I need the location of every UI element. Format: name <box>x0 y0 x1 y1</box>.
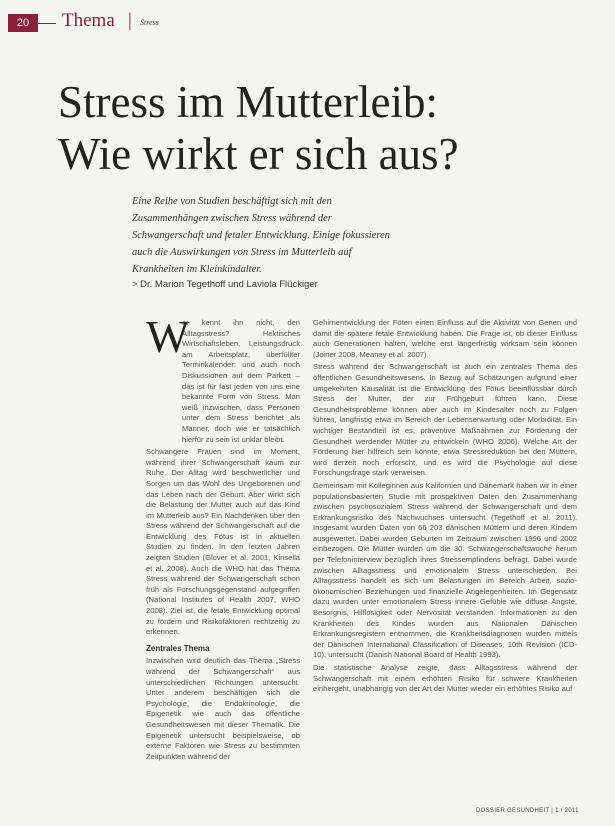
text-column-left <box>146 311 300 812</box>
text-column-right <box>313 318 577 812</box>
subheading: Zentrales Thema <box>146 643 210 653</box>
page-footer: DOSSIER GESUNDHEIT | 1 / 2011 <box>476 808 579 814</box>
page-number: 20 <box>8 14 38 32</box>
article-title <box>58 76 598 180</box>
article-title-line1: Stress im Mutterleib: <box>58 77 438 127</box>
article-title-line2: Wie wirkt er sich aus? <box>58 129 459 179</box>
drop-cap: W <box>146 311 190 362</box>
page-header <box>0 12 615 36</box>
paragraph: Gemeinsam mit Kolleginnen aus Kalifornien und Dänemark haben wir in einer populationsbasierten Studie mit prospektiven Daten den Zusammenhang zwischen psychosozialem Stress während der Schwangerschaft und dem Erkrankungsrisiko des Nachwuchses untersucht (Tegethoff et al. 2011). Insgesamt wurden Daten von 66 203 dänischen Müttern und deren Kindern ausgewertet. Dabei wurden Geburten im Zeitraum zwischen 1996 und 2002 einbezogen. Die Mütter wurden um die 30. Schwangerschaftswoche herum per Telefoninterview bezüglich ihres Stressempfindens befragt. Dabei wurde zwischen Alltagsstress und emotionalem Stress unterschieden. Bei Alltagsstress handelt es sich um Belastungen im Bereich Arbeit, sozio-ökonomischen Beziehungen und finanzielle Angelegenheiten. Im Gegensatz dazu wurden unter emotionalem Stress innere Gefühle wie diffuse Ängste, Besorgnis, Hilflosigkeit oder Nervosität verstanden. Informationen zu den Krankheiten des Kindes wurden aus Nationalen Dänischen Erkrankungsregistern entnommen, die Krankheitsdiagnosen wurden mittels der Dänischen International Classification of Diseases, 10th Revision (ICD-10), untersucht (Danish National Board of Health 1993). <box>313 480 577 660</box>
paragraph: er kennt ihn nicht, den Alltagsstress? Hektisches Wirtschaftsleben, Leistungsdruck am Arbeitsplatz, überfüllter Terminkalender: und auch noch Diskussionen auf dem Parkett – das ist für fast jeden von uns eine bekannte Form von Stress. Man weiß inzwischen, dass Personen unter dem Stress berichtet als Männer, doch wie er tatsächlich hierfür zu sein ist unklar bleibt. <box>182 318 300 444</box>
article-authors: > Dr. Marion Tegethoff und Laviola Flückiger <box>132 279 318 290</box>
header-rule <box>38 23 56 24</box>
subsection-label: Stress <box>140 18 159 27</box>
article-lead: Eine Reihe von Studien beschäftigt sich mit den Zusammenhängen zwischen Stress während der Schwangerschaft und fetaler Entwicklung. Einige fokussieren auch die Auswirkungen von Stress im Mutterleib auf Krankheiten im Kleinkindalter. <box>132 196 390 275</box>
paragraph: Stress während der Schwangerschaft ist auch ein zentrales Thema des öffentlichen Gesundheitswesens. In Bezug auf Schätzungen aufgrund einer umgekehrten Kausalität ist die Entwicklung des Fötus beeinflussbar durch Stress der Mutter, der zur Frühgeburt führen kann. Diese Gesundheitsprobleme können aber auch im Kindesalter noch zu Folgen führen, langfristig etwa im Bereich der Lebenserwartung oder Morbidität. Ein wichtiger Bestandteil ist es, präventive Maßnahmen zur Förderung der Gesundheit werdender Mütter zu entwickeln (WHO 2006). Welche Art der Förderung hier hilfreich sein könnte, etwa Stressreduktion bei den Müttern, wird derzeit noch erforscht, und es wird die Psychologie auf diese Forschungsfrage stark verweisen. <box>313 362 577 478</box>
section-label: Thema <box>62 10 115 31</box>
paragraph: Gehirnentwicklung der Föten einen Einfluss auf die Aktivität von Genen und damit die spätere fetale Entwicklung haben. Die Frage ist, ob dieser Einfluss auch Generationen halten, welche erst längerfristig wirksam sein können (Joiner 2008, Meaney et al. 2007). <box>313 318 577 359</box>
paragraph: Schwangere Frauen sind im Moment, während ihrer Schwangerschaft kaum zur Ruhe. Der Alltag wird beschwerlicher und Sorgen um das Wohl des Ungeborenen und das Leben nach der Geburt. Aber wirkt sich die Belastung der Mutter auch auf das Kind im Mutterleib aus? Ein Nachdenken über den Stress während der Schwangerschaft auf die Entwicklung des Fötus ist in aktuellen Studien zu finden. In den letzten Jahren zeigten Studien (Glover et al. 2001, Kinsella et al. 2008). Auch die WHO hat das Thema Stress während der Schwangerschaft schon früh als Forschungsgegenstand aufgegriffen (National Institutes of Health 2007, WHO 2008). Ziel ist, die fetale Entwicklung optimal zu fördern und Risikofaktoren rechtzeitig zu erkennen. <box>146 447 300 637</box>
paragraph: Inzwischen wird deutlich das Thema „Stress während der Schwangerschaft“ aus unterschiedlichen Richtungen untersucht. Unter anderem beschäftigen sich die Psychologie, die Endokrinologie, die Epigenetik wie auch das öffentliche Gesundheitswesen mit dieser Thematik. Die Epigenetik untersucht beispielsweise, ob externe Faktoren wie Stress zu bestimmten Zeitpunkten während der <box>146 656 300 761</box>
paragraph: Die statistische Analyse zeigte, dass Alltagsstress während der Schwangerschaft mit einem erhöhten Risiko für schwere Krankheiten einhergeht, unabhängig von der Art der Mutter wieder ein erhöhtes Risiko auf <box>313 663 577 694</box>
section-separator: | <box>128 10 132 31</box>
